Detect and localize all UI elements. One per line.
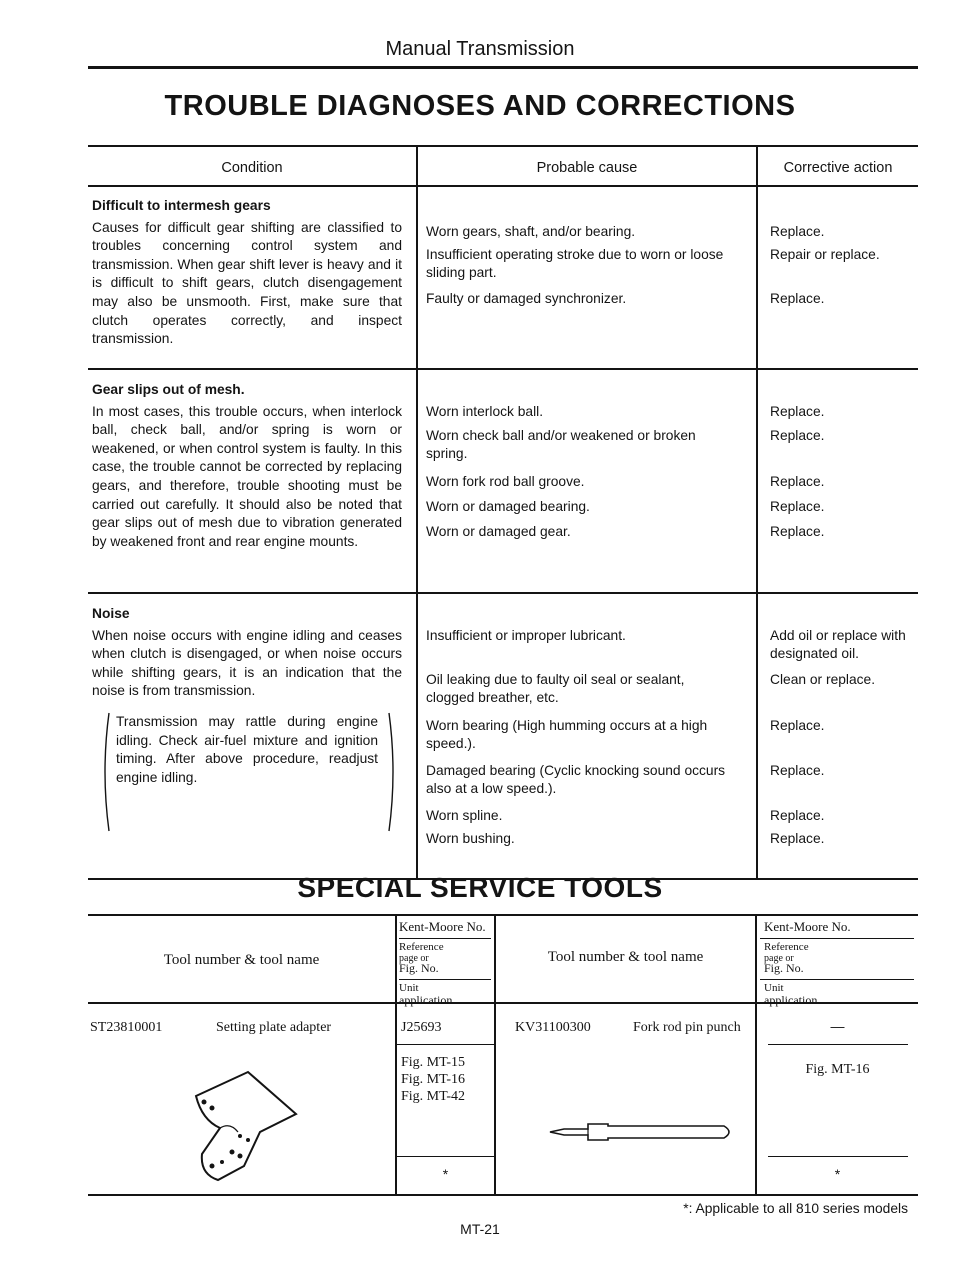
fork-rod-pin-punch-icon (548, 1120, 738, 1144)
tools-title: SPECIAL SERVICE TOOLS (297, 872, 663, 903)
ref-rule (760, 979, 914, 980)
unit-application: * (442, 1166, 449, 1182)
kent-header: Kent-Moore No. (764, 919, 851, 934)
cell-rule (397, 1156, 494, 1157)
condition-text: When noise occurs with engine idling and ceases when clutch is disengaged, or when noise occurs while shifting gears, it is an indication that the noise is from transmission. (92, 627, 402, 699)
page-number: MT-21 (460, 1221, 500, 1237)
unit-header-line: application (399, 992, 453, 1007)
condition-cell (92, 197, 402, 349)
trouble-title: TROUBLE DIAGNOSES AND CORRECTIONS (164, 90, 796, 122)
footnote: *: Applicable to all 810 series models (683, 1201, 908, 1216)
unit-header-line: Unit (764, 982, 784, 994)
ref-header-line: page or (399, 952, 429, 964)
ref-header (399, 942, 444, 974)
cause-item: Worn fork rod ball groove. (426, 474, 585, 489)
action-item: Replace. (770, 404, 825, 419)
unit-header (764, 983, 817, 1006)
kent-header: Kent-Moore No. (399, 919, 486, 934)
action-item: Replace. (770, 831, 825, 846)
tool-number: KV31100300 (515, 1020, 591, 1035)
unit-application: * (834, 1166, 841, 1182)
condition-note (100, 711, 400, 833)
reference-item: Fig. MT-16 (401, 1072, 466, 1087)
column-header-action: Corrective action (783, 160, 893, 176)
action-item: Replace. (770, 499, 825, 514)
bracket-left-icon (100, 711, 110, 833)
table-top-rule (88, 145, 918, 147)
row-separator (88, 592, 918, 594)
column-divider (755, 914, 757, 1194)
tool-number: ST23810001 (90, 1020, 163, 1035)
cause-item: Insufficient or improper lubricant. (426, 628, 626, 643)
cause-item: Damaged bearing (Cyclic knocking sound occurs also at a low speed.). (426, 763, 726, 796)
condition-text: Causes for difficult gear shifting are classified to troubles concerning control system and transmission. When gear shift lever is heavy and it is difficult to shift gears, clutch disengagement may also be unsmooth. First, make sure that clutch operates correctly, and inspect transmission. (92, 219, 402, 347)
action-item: Replace. (770, 718, 825, 733)
action-item: Replace. (770, 808, 825, 823)
reference-item: Fig. MT-42 (401, 1089, 466, 1104)
unit-header-line: application (764, 992, 818, 1007)
condition-heading: Gear slips out of mesh. (92, 382, 245, 397)
action-item: Repair or replace. (770, 247, 880, 262)
reference-item: Fig. MT-15 (401, 1055, 466, 1070)
action-item: Replace. (770, 224, 825, 239)
cause-item: Worn check ball and/or weakened or broken spring. (426, 428, 696, 461)
tools-bottom-rule (88, 1194, 918, 1196)
action-item: Replace. (770, 291, 825, 306)
cell-rule (397, 1044, 494, 1045)
cause-item: Worn or damaged bearing. (426, 499, 590, 514)
kent-rule (399, 938, 491, 939)
condition-text: In most cases, this trouble occurs, when interlock ball, check ball, and/or spring is worn or weakened, or when control system is faulty. In this case, the trouble cannot be corrected by replacing gears, and therefore, trouble shooting must be carried out carefully. It should also be noted that gear slips out of mesh due to vibration generated by weakened front and rear engine mounts. (92, 403, 402, 549)
bracket-right-icon (388, 711, 398, 833)
condition-cell (92, 381, 402, 551)
action-item: Clean or replace. (770, 672, 876, 687)
condition-note-text: Transmission may rattle during engine idling. Check air-fuel mixture and ignition timing. After above procedure, readjust engine idling. (116, 714, 378, 785)
action-item: Replace. (770, 474, 825, 489)
column-header-condition: Condition (221, 160, 283, 176)
unit-header-line: Unit (399, 982, 419, 994)
cause-item: Worn bearing (High humming occurs at a high speed.). (426, 718, 708, 751)
section-header: Manual Transmission (385, 38, 575, 60)
trouble-table (88, 145, 918, 880)
header-rule (88, 66, 918, 69)
action-item: Add oil or replace with designated oil. (770, 628, 906, 661)
ref-header (764, 942, 809, 974)
cause-item: Worn interlock ball. (426, 404, 544, 419)
cause-item: Worn or damaged gear. (426, 524, 571, 539)
kent-number: — (830, 1018, 845, 1034)
column-divider (416, 145, 418, 878)
cause-item: Faulty or damaged synchronizer. (426, 291, 627, 306)
cell-rule (768, 1044, 908, 1045)
row-separator (88, 368, 918, 370)
condition-cell (92, 605, 402, 701)
column-divider (395, 914, 397, 1194)
condition-heading: Noise (92, 606, 130, 621)
tools-table (88, 914, 918, 1196)
setting-plate-adapter-icon (178, 1062, 308, 1182)
ref-rule (399, 979, 491, 980)
ref-header-line: Fig. No. (399, 960, 439, 975)
ref-header-line: Fig. No. (764, 960, 804, 975)
cell-rule (768, 1156, 908, 1157)
tool-name: Fork rod pin punch (633, 1020, 741, 1035)
condition-heading: Difficult to intermesh gears (92, 198, 271, 213)
cause-item: Worn bushing. (426, 831, 515, 846)
column-divider (756, 145, 758, 878)
column-header-tool: Tool number & tool name (547, 949, 704, 965)
kent-number: J25693 (401, 1020, 442, 1035)
table-header-rule (88, 185, 918, 187)
cause-item: Oil leaking due to faulty oil seal or sealant, clogged breather, etc. (426, 672, 685, 705)
ref-header-line: Reference (764, 941, 809, 953)
ref-header-line: Reference (399, 941, 444, 953)
kent-rule (760, 938, 914, 939)
column-header-tool: Tool number & tool name (163, 952, 320, 968)
unit-header (399, 983, 452, 1006)
action-item: Replace. (770, 524, 825, 539)
cause-item: Worn spline. (426, 808, 503, 823)
column-header-cause: Probable cause (536, 160, 638, 176)
reference-list (401, 1054, 465, 1105)
action-item: Replace. (770, 763, 825, 778)
cause-item: Insufficient operating stroke due to worn or loose sliding part. (426, 247, 724, 280)
tools-top-rule (88, 914, 918, 916)
cause-item: Worn gears, shaft, and/or bearing. (426, 224, 636, 239)
action-item: Replace. (770, 428, 825, 443)
reference-item: Fig. MT-16 (805, 1062, 870, 1077)
ref-header-line: page or (764, 952, 794, 964)
tool-name: Setting plate adapter (216, 1020, 332, 1035)
